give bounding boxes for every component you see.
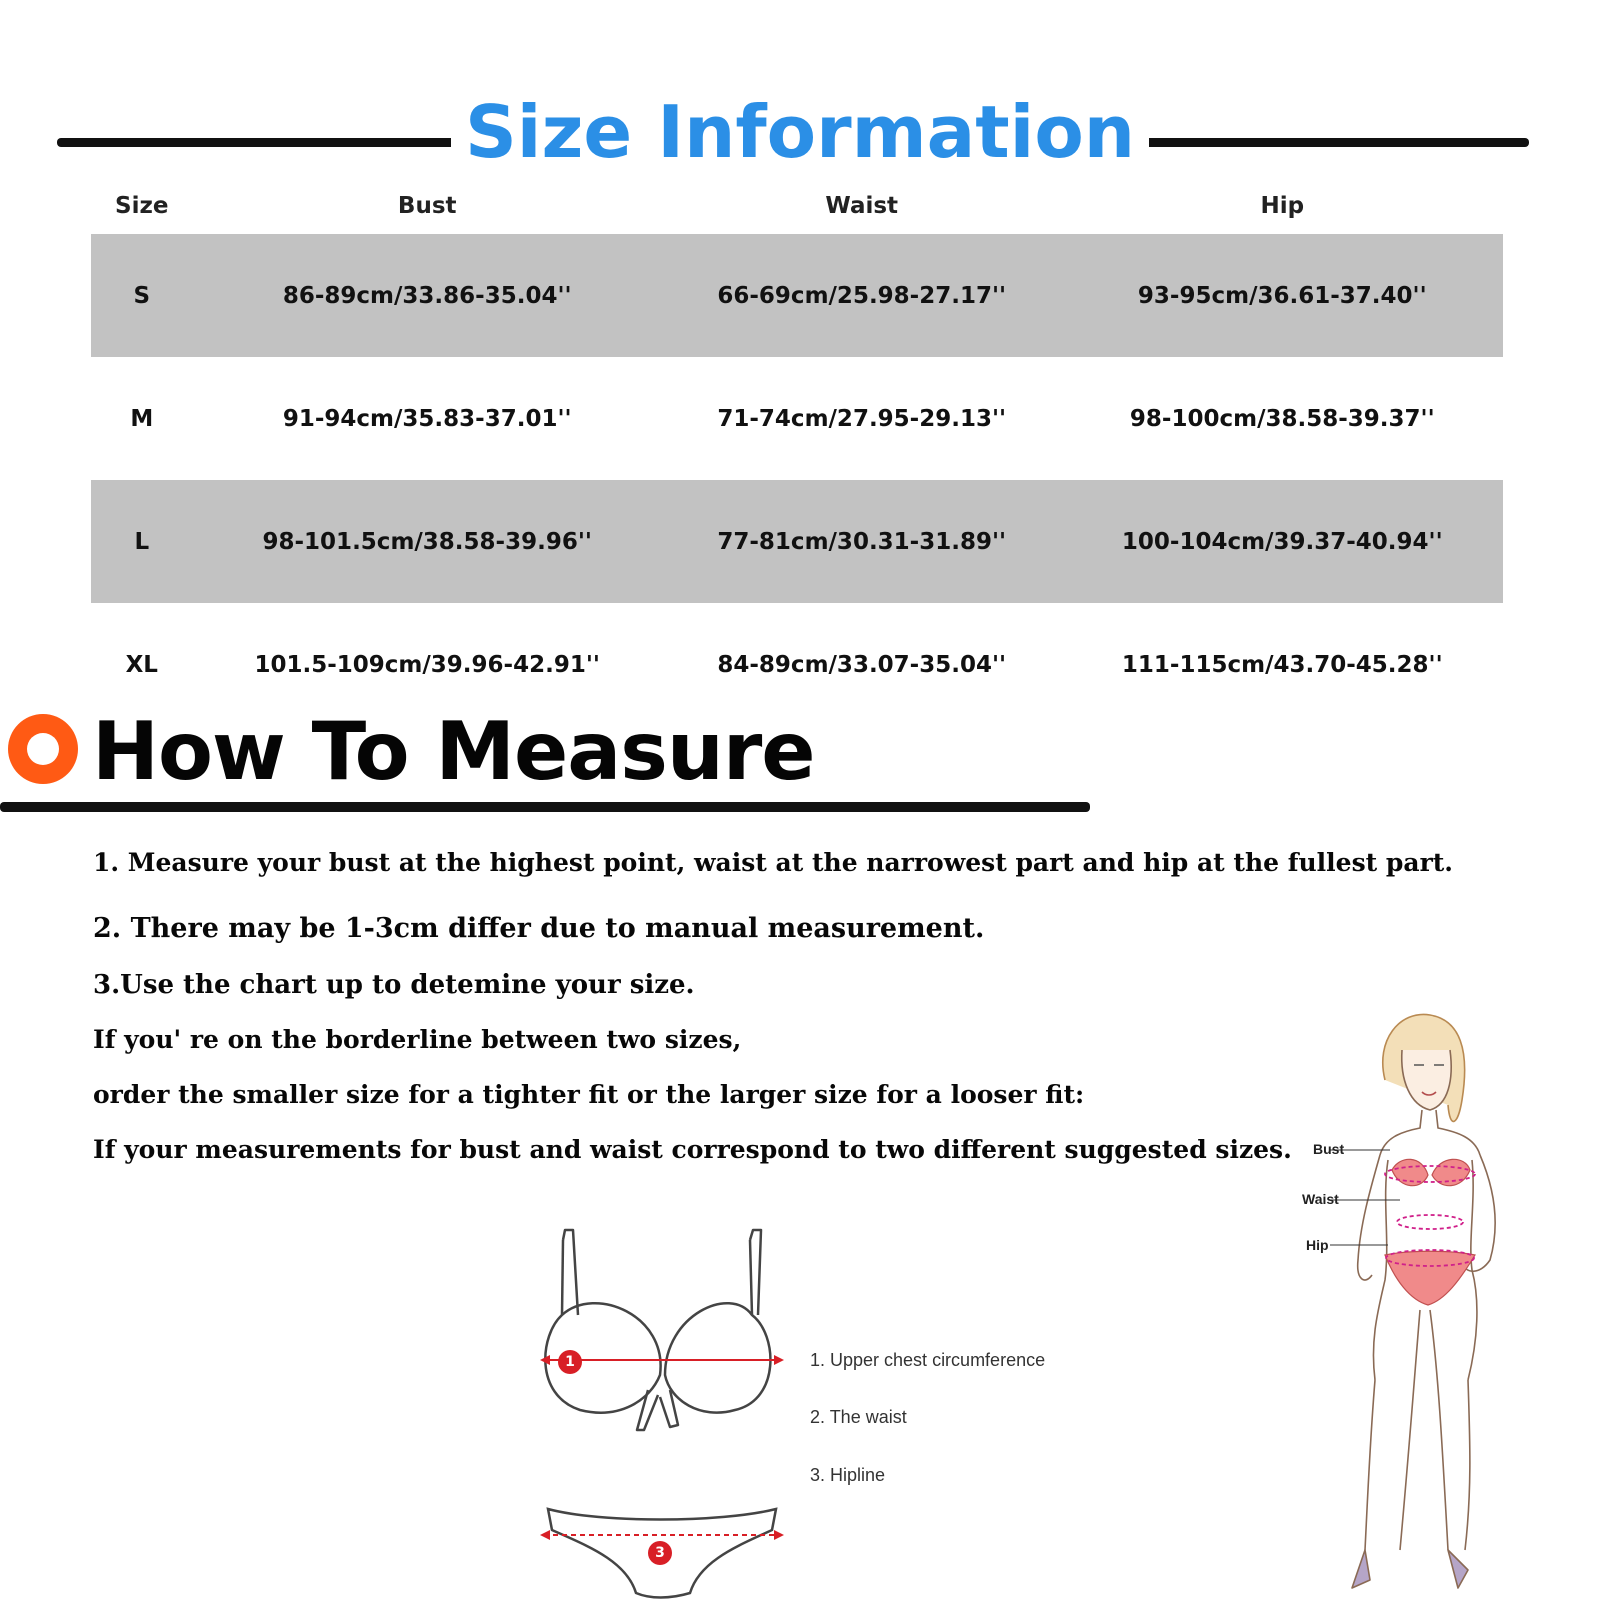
- cell-size: L: [91, 480, 193, 603]
- figure-label-hip: Hip: [1306, 1237, 1329, 1253]
- section-title-how-to-measure: How To Measure: [92, 705, 815, 798]
- table-row: [91, 357, 1503, 480]
- cell-waist: 84-89cm/33.07-35.04'': [717, 651, 1007, 678]
- section-rule: [0, 802, 1090, 812]
- instruction-4: If you' re on the borderline between two sizes,: [93, 1025, 742, 1054]
- figure-label-waist: Waist: [1302, 1191, 1339, 1207]
- bikini-top-diagram: [540, 1225, 790, 1440]
- label-hipline: 3. Hipline: [810, 1465, 886, 1485]
- instruction-3: 3.Use the chart up to detemine your size.: [93, 970, 695, 1000]
- cell-hip: 100-104cm/39.37-40.94'': [1062, 480, 1503, 603]
- cell-hip: 98-100cm/38.58-39.37'': [1129, 405, 1435, 432]
- cell-bust: 98-101.5cm/38.58-39.96'': [193, 480, 662, 603]
- cell-size: S: [91, 234, 193, 357]
- figure-label-bust: Bust: [1313, 1141, 1345, 1157]
- column-header-waist: Waist: [825, 193, 899, 219]
- cell-waist: 77-81cm/30.31-31.89'': [662, 480, 1062, 603]
- cell-waist: 71-74cm/27.95-29.13'': [717, 405, 1007, 432]
- orange-ring-icon: [8, 714, 78, 784]
- marker-1-text: 1: [565, 1354, 575, 1370]
- label-upper-chest: 1. Upper chest circumference: [810, 1350, 1046, 1370]
- marker-1-icon: [558, 1350, 582, 1374]
- table-header-row: [91, 178, 1503, 234]
- table-row: [91, 234, 1503, 357]
- instruction-6: If your measurements for bust and waist correspond to two different suggested sizes.: [93, 1135, 1292, 1164]
- instruction-1: 1. Measure your bust at the highest point, waist at the narrowest part and hip at the fullest part.: [93, 848, 1454, 877]
- column-header-hip: Hip: [1260, 193, 1305, 219]
- cell-size: M: [130, 405, 154, 432]
- page-title: [0, 92, 1600, 172]
- column-header-size: Size: [115, 193, 169, 219]
- cell-hip: 111-115cm/43.70-45.28'': [1121, 651, 1443, 678]
- cell-size: XL: [125, 651, 158, 678]
- column-header-bust: Bust: [397, 193, 457, 219]
- cell-waist: 66-69cm/25.98-27.17'': [662, 234, 1062, 357]
- marker-3-text: 3: [655, 1545, 665, 1561]
- label-waist: 2. The waist: [810, 1407, 907, 1427]
- marker-3-icon: [648, 1541, 672, 1565]
- instruction-2: 2. There may be 1-3cm differ due to manual measurement.: [93, 913, 985, 944]
- woman-figure-illustration: [1330, 1010, 1530, 1595]
- size-table: [91, 178, 1503, 726]
- table-row: [91, 480, 1503, 603]
- cell-bust: 91-94cm/35.83-37.01'': [282, 405, 572, 432]
- page-title-text: Size Information: [451, 90, 1149, 174]
- cell-bust: 101.5-109cm/39.96-42.91'': [254, 651, 600, 678]
- cell-hip: 93-95cm/36.61-37.40'': [1062, 234, 1503, 357]
- cell-bust: 86-89cm/33.86-35.04'': [193, 234, 662, 357]
- instruction-5: order the smaller size for a tighter fit or the larger size for a looser fit:: [93, 1080, 1085, 1109]
